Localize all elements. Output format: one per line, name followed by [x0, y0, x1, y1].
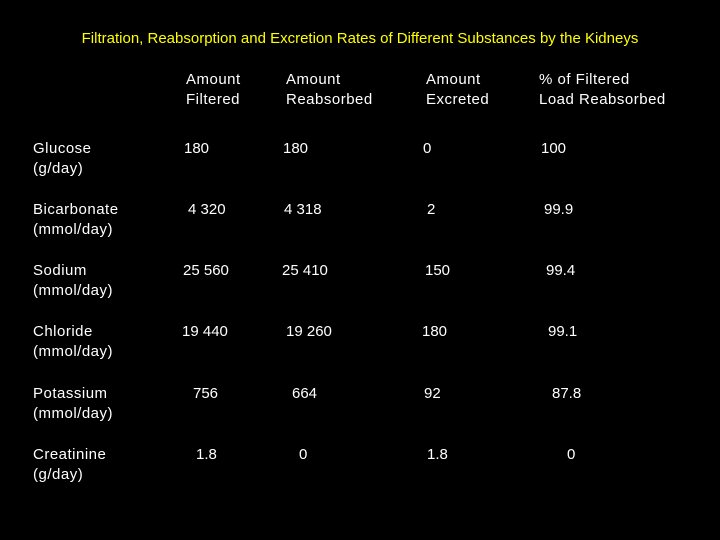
cell-potassium-excreted: 92: [424, 385, 441, 402]
column-header-amount-reabsorbed: Amount Reabsorbed: [286, 71, 373, 108]
cell-bicarbonate-filtered: 4 320: [188, 201, 226, 218]
column-header-amount-filtered: Amount Filtered: [186, 71, 241, 108]
row-label-potassium: Potassium (mmol/day): [33, 385, 114, 422]
row-label-bicarbonate: Bicarbonate (mmol/day): [33, 201, 119, 238]
cell-bicarbonate-excreted: 2: [427, 201, 436, 218]
cell-creatinine-filtered: 1.8: [196, 446, 217, 463]
cell-sodium-reabsorbed: 25 410: [282, 262, 328, 279]
page-title: Filtration, Reabsorption and Excretion Rates of Different Substances by the Kidneys: [81, 30, 639, 47]
cell-chloride-excreted: 180: [422, 323, 448, 340]
cell-sodium-filtered: 25 560: [183, 262, 229, 279]
cell-creatinine-percent: 0: [567, 446, 576, 463]
cell-sodium-percent: 99.4: [546, 262, 576, 279]
cell-chloride-percent: 99.1: [548, 323, 578, 340]
cell-sodium-excreted: 150: [425, 262, 451, 279]
cell-glucose-filtered: 180: [184, 140, 210, 157]
column-header-percent-reabsorbed: % of Filtered Load Reabsorbed: [539, 71, 666, 108]
cell-potassium-filtered: 756: [193, 385, 219, 402]
cell-potassium-percent: 87.8: [552, 385, 582, 402]
row-label-creatinine: Creatinine (g/day): [33, 446, 107, 483]
cell-bicarbonate-percent: 99.9: [544, 201, 574, 218]
row-label-chloride: Chloride (mmol/day): [33, 323, 114, 360]
cell-glucose-reabsorbed: 180: [283, 140, 309, 157]
cell-bicarbonate-reabsorbed: 4 318: [284, 201, 322, 218]
cell-glucose-percent: 100: [541, 140, 567, 157]
cell-glucose-excreted: 0: [423, 140, 432, 157]
column-header-amount-excreted: Amount Excreted: [426, 71, 490, 108]
cell-creatinine-reabsorbed: 0: [299, 446, 308, 463]
cell-chloride-reabsorbed: 19 260: [286, 323, 332, 340]
cell-chloride-filtered: 19 440: [182, 323, 228, 340]
row-label-glucose: Glucose (g/day): [33, 140, 92, 177]
cell-creatinine-excreted: 1.8: [427, 446, 448, 463]
cell-potassium-reabsorbed: 664: [292, 385, 318, 402]
row-label-sodium: Sodium (mmol/day): [33, 262, 114, 299]
